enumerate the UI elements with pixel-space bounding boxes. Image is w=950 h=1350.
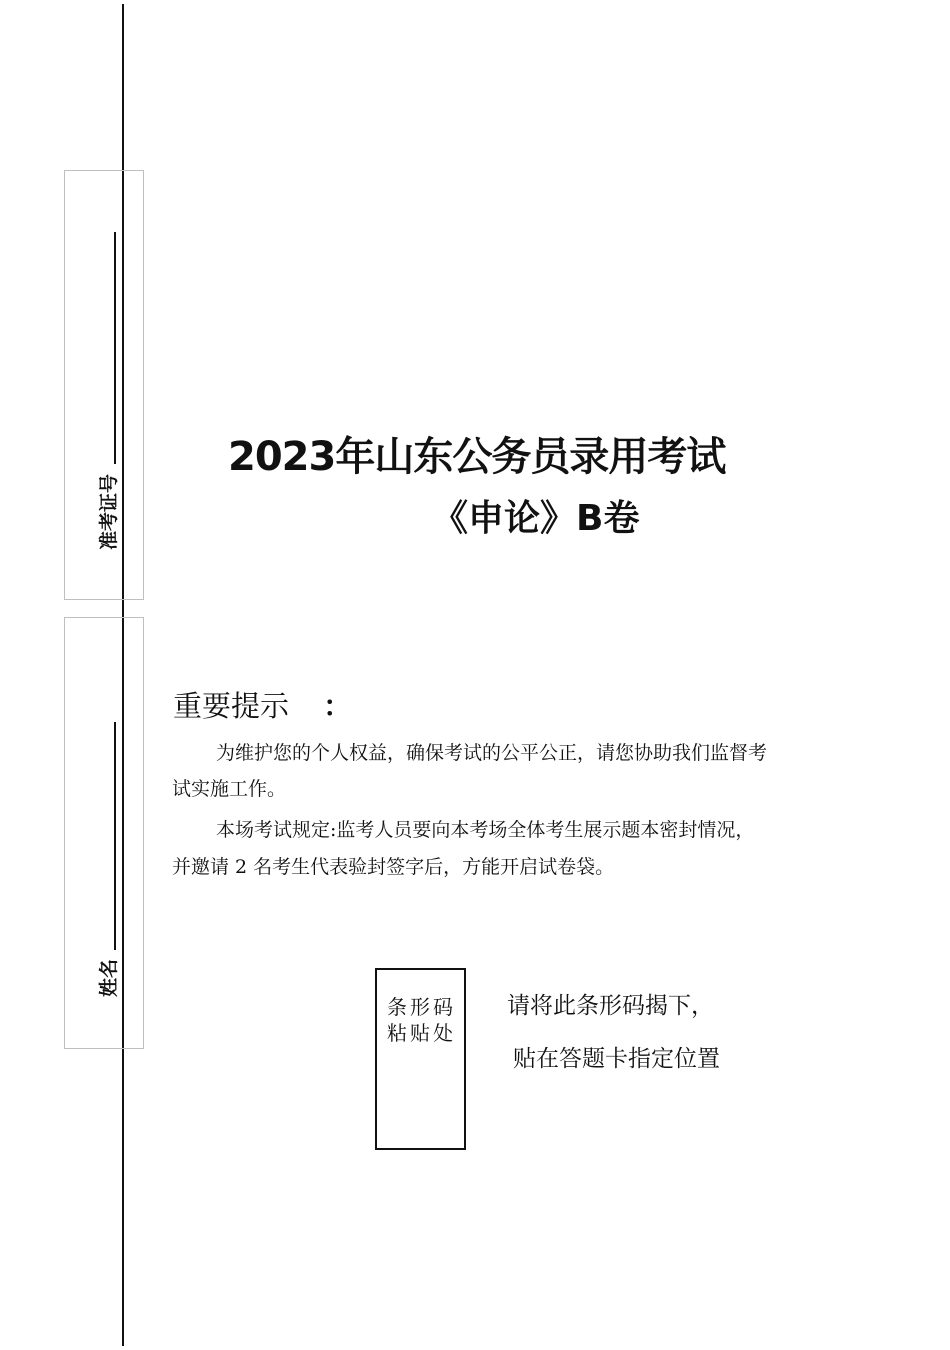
notice-heading: 重要提示 [173,689,290,723]
exam-subtitle: 《申论》B卷 [432,498,640,539]
notice-paragraph-1-line-2: 试实施工作。 [172,778,287,800]
notice-paragraph-2-line-2: 并邀请 2 名考生代表验封签字后，方能开启试卷袋。 [172,856,615,878]
barcode-instruction-line-2: 贴在答题卡指定位置 [513,1046,720,1072]
name-write-line[interactable] [114,722,116,950]
exam-id-write-line[interactable] [114,232,116,464]
notice-paragraph-2-line-1: 本场考试规定:监考人员要向本考场全体考生展示题本密封情况， [216,819,755,841]
barcode-sticker-area [375,968,466,1150]
notice-paragraph-1-line-1: 为维护您的个人权益，确保考试的公平公正，请您协助我们监督考 [216,742,768,764]
barcode-area-label: 条形码粘贴处 [387,995,456,1045]
exam-id-label: 准考证号 [98,473,120,550]
notice-heading-colon: ： [323,689,353,723]
exam-title: 2023年山东公务员录用考试 [228,434,726,480]
name-label: 姓名 [98,958,120,997]
barcode-instruction-line-1: 请将此条形码揭下， [507,993,714,1019]
